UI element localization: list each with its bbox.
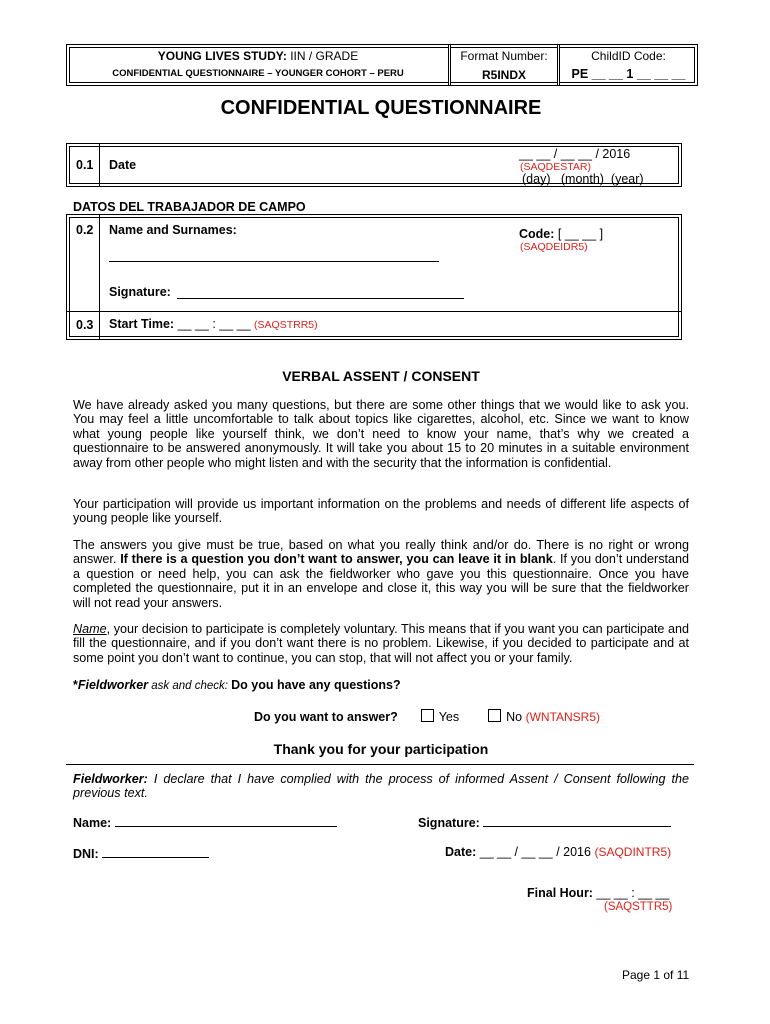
- study-line: [67, 49, 449, 63]
- consent-heading: VERBAL ASSENT / CONSENT: [282, 368, 480, 384]
- code-variable: (SAQDEIDR5): [520, 241, 588, 253]
- check-question: Do you have any questions?: [231, 678, 401, 692]
- start-row-number: 0.3: [76, 318, 94, 332]
- p3-text-a: The answers you give must be true, based on what you really think and/or do. There is no right or wrong answer.: [73, 538, 689, 567]
- p3-bold: If there is a question you don’t want to answer, you can leave it in blank: [120, 552, 553, 567]
- final-hour-variable: (SAQSTTR5): [604, 901, 673, 913]
- fieldworker-table: [66, 214, 682, 340]
- start-time-line: [109, 317, 318, 331]
- consent-paragraph-1: We have already asked you many questions, but there are some other things that we would like to ask you. You may feel a little uncomfortable to talk about topics like cigarettes, alcohol, etc. Since we want to know what young people like yourself think, we don’t need to know your name, that’s why we created a questionnaire to be answered anonymously. It will take you about 15 to 20 minutes in a suitable environment away from other people who might listen and with the security that the information is confidential.: [73, 398, 689, 470]
- format-cell: [451, 45, 557, 85]
- p4-text: , your decision to participate is completely voluntary. This means that if you want you can participate and fill the questionnaire, and if you don’t want there is no problem. Likewise, if you decided to participate and at some point you don’t want to continue, you can stop, that will not affect you or your family.: [73, 622, 689, 665]
- final-hour-label: Final Hour:: [527, 886, 593, 900]
- study-cell: [67, 45, 449, 85]
- study-label: YOUNG LIVES STUDY:: [157, 49, 287, 63]
- declaration-date-line: [445, 845, 671, 859]
- start-time-field[interactable]: __ __ : __ __: [177, 317, 251, 331]
- childid-value: PE __ __ 1 __ __ __: [571, 67, 686, 81]
- childid-cell: [560, 45, 697, 85]
- consent-paragraph-2: Your participation will provide us important information on the problems and needs of different life aspects of young people like yourself.: [73, 497, 689, 526]
- final-hour-line: [527, 886, 669, 900]
- answer-question: Do you want to answer?: [254, 710, 398, 724]
- declaration-dni-field[interactable]: [102, 845, 209, 858]
- code-field[interactable]: [ __ __ ]: [557, 227, 604, 241]
- header-subtitle: CONFIDENTIAL QUESTIONNAIRE – YOUNGER COHORT – PERU: [112, 68, 404, 79]
- fieldworker-check-line: [73, 678, 401, 692]
- no-checkbox[interactable]: [488, 709, 501, 722]
- name-surnames-label: Name and Surnames:: [109, 223, 237, 237]
- date-variable-code: (SAQDESTAR): [520, 161, 591, 173]
- date-row-number: 0.1: [76, 158, 94, 172]
- declaration-name-field[interactable]: [115, 814, 337, 827]
- declaration-role: Fieldworker:: [73, 772, 148, 786]
- table-row-divider: [67, 311, 681, 312]
- start-time-variable: (SAQSTRR5): [254, 319, 318, 331]
- declaration-name-label: Name:: [73, 816, 112, 830]
- date-parts-hint: (day) (month) (year): [522, 172, 644, 186]
- table-divider: [99, 215, 100, 339]
- final-hour-field[interactable]: __ __ : __ __: [596, 886, 670, 900]
- name-surnames-field[interactable]: [109, 261, 439, 262]
- declaration-signature-field[interactable]: [483, 814, 671, 827]
- answer-variable: (WNTANSR5): [525, 710, 601, 724]
- declaration-body: I declare that I have complied with the process of informed Assent / Consent following the previous text.: [73, 772, 689, 801]
- declaration-text: [73, 772, 689, 801]
- yes-label: Yes: [438, 710, 460, 724]
- p3-text-c: . If you don’t understand a question or need help, you can ask the fieldworker who gave you this questionnaire. Once you have completed the questionnaire, put it in an envelope and close it, this way you will be sure that the fieldworker will not read your answers.: [73, 552, 689, 610]
- answer-question-line: [254, 709, 600, 724]
- table-divider: [99, 144, 100, 186]
- check-star: *: [73, 678, 78, 692]
- p4-name: Name: [73, 622, 107, 636]
- format-label: Format Number:: [460, 49, 548, 63]
- declaration-date-variable: (SAQDINTR5): [594, 845, 672, 859]
- code-label: Code:: [519, 227, 555, 241]
- declaration-date-label: Date:: [445, 845, 477, 859]
- date-value[interactable]: __ __ / __ __ / 2016: [519, 147, 631, 161]
- start-time-label: Start Time:: [109, 317, 175, 331]
- date-label: Date: [109, 158, 137, 172]
- check-instruction: ask and check:: [148, 680, 232, 692]
- check-role: Fieldworker: [77, 678, 149, 692]
- format-value: R5INDX: [481, 68, 526, 82]
- page-title: CONFIDENTIAL QUESTIONNAIRE: [220, 97, 542, 119]
- declaration-signature-label: Signature:: [418, 816, 480, 830]
- declaration-dni-label: DNI:: [73, 847, 99, 861]
- fieldworker-heading: DATOS DEL TRABAJADOR DE CAMPO: [73, 200, 306, 214]
- declaration-name-line: [73, 814, 337, 830]
- consent-paragraph-3: [73, 538, 689, 610]
- name-row-number: 0.2: [76, 223, 94, 237]
- signature-field[interactable]: [177, 298, 464, 299]
- consent-paragraph-4: [73, 622, 689, 665]
- date-table: [66, 143, 682, 187]
- declaration-dni-line: [73, 845, 209, 861]
- page-number: Page 1 of 11: [622, 968, 690, 982]
- study-value: IIN / GRADE: [290, 49, 359, 63]
- no-label: No: [506, 710, 523, 724]
- header-box: [66, 44, 698, 86]
- declaration-date-field[interactable]: __ __ / __ __ / 2016: [479, 845, 591, 859]
- yes-checkbox[interactable]: [421, 709, 434, 722]
- declaration-signature-line: [418, 814, 671, 830]
- section-divider: [66, 764, 694, 765]
- childid-label: ChildID Code:: [591, 49, 666, 63]
- signature-label: Signature:: [109, 285, 171, 299]
- fieldworker-code-line: [519, 227, 603, 241]
- thanks-heading: Thank you for your participation: [273, 741, 489, 757]
